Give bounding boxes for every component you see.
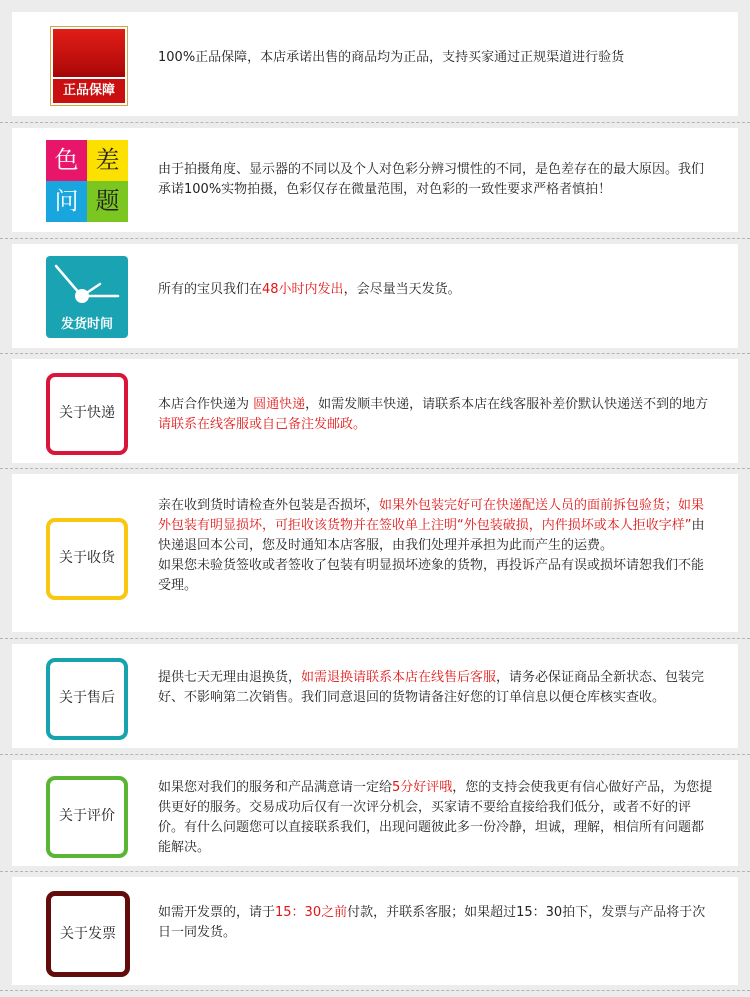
divider: [0, 638, 750, 639]
color-difference-char: 问: [46, 181, 87, 222]
info-row-shipping-time: [12, 244, 738, 348]
divider: [0, 353, 750, 354]
info-row-color-difference: [12, 128, 738, 232]
body-text: ，如需发顺丰快递，请联系本店在线客服补差价默认快递送不到的地方: [305, 397, 709, 412]
info-row-review: [12, 760, 738, 866]
highlight-text: 如果外包装完好可在快递配送人员的面前拆包验货；如果外包装有明显损坏，可拒收该货物并在签收单上注明“外包装破损，内件损坏或本人拒收字样”: [158, 498, 705, 533]
body-text: 由于拍摄角度、显示器的不同以及个人对色彩分辨习惯性的不同，是色差存在的最大原因。我们承诺100%实物拍摄，色彩仅存在微量范围，对色彩的一致性要求严格者慎拍！: [158, 162, 705, 197]
body-text: 提供七天无理由退换货，: [158, 670, 302, 685]
highlight-text: 48小时内发出: [262, 282, 344, 297]
genuine-guarantee-icon: [50, 26, 128, 106]
info-row-invoice: [12, 877, 738, 985]
highlight-text: 15：30之前: [275, 905, 348, 920]
review-badge: 关于评价: [46, 776, 128, 858]
body-text: 如果您对我们的服务和产品满意请一定给: [158, 780, 393, 795]
row-text: [158, 668, 716, 708]
info-row-after-sales: [12, 644, 738, 748]
highlight-text: 圆通快递: [253, 397, 306, 412]
info-row-genuine: [12, 12, 738, 116]
divider: [0, 122, 750, 123]
color-difference-char: 差: [87, 140, 128, 181]
after-sales-badge: 关于售后: [46, 658, 128, 740]
divider: [0, 754, 750, 755]
color-difference-icon: [46, 140, 128, 222]
express-badge: 关于快递: [46, 373, 128, 455]
divider: [0, 468, 750, 469]
body-text: ，会尽量当天发货。: [343, 282, 461, 297]
receiving-badge: 关于收货: [46, 518, 128, 600]
highlight-text: 如需退换请联系本店在线售后客服: [301, 670, 497, 685]
body-text: ，您的支持会使我更有信心做好产品，为您提供更好的服务。交易成功后仅有一次评分机会，买家请不要给直接给我们低分，或者不好的评价。有什么问题您可以直接联系我们，出现问题彼此多一份冷静，坦诚，理解，相信所有问题都能解决。: [158, 780, 713, 855]
row-text: [158, 496, 716, 596]
body-text: 由快递退回本公司，您及时通知本店客服，由我们处理并承担为此而产生的运费。: [158, 518, 705, 553]
divider: [0, 990, 750, 991]
color-difference-char: 色: [46, 140, 87, 181]
body-text: 亲在收到货时请检查外包装是否损坏，: [158, 498, 380, 513]
info-row-express: [12, 359, 738, 463]
divider: [0, 238, 750, 239]
row-text: [158, 778, 716, 858]
row-text: [158, 160, 716, 200]
body-text: 本店合作快递为: [158, 397, 254, 412]
genuine-guarantee-label: 正品保障: [53, 79, 125, 103]
invoice-badge: 关于发票: [46, 891, 130, 977]
divider: [0, 871, 750, 872]
body-text: 如需开发票的，请于: [158, 905, 276, 920]
shipping-time-label: 发货时间: [60, 317, 113, 332]
highlight-text: 5分好评哦: [392, 780, 453, 795]
info-row-receiving: [12, 474, 738, 632]
row-text: [158, 48, 716, 68]
row-text: [158, 280, 716, 300]
row-text: [158, 903, 716, 943]
body-text: 如果您未验货签收或者签收了包装有明显损坏迹象的货物，再投诉产品有误或损坏请恕我们不能受理。: [158, 558, 705, 593]
body-text: 付款，并联系客服；如果超过15：30拍下，发票与产品将于次日一同发货。: [158, 905, 706, 940]
highlight-text: 请联系在线客服或自己备注发邮政。: [158, 417, 367, 432]
body-text: ，请务必保证商品全新状态、包装完好、不影响第二次销售。我们同意退回的货物请备注好您的订单信息以便仓库核实查收。: [158, 670, 705, 705]
color-difference-char: 题: [87, 181, 128, 222]
body-text: 100%正品保障，本店承诺出售的商品均为正品，支持买家通过正规渠道进行验货: [158, 50, 625, 65]
row-text: [158, 395, 716, 435]
clock-icon: [46, 256, 128, 338]
body-text: 所有的宝贝我们在: [158, 282, 263, 297]
